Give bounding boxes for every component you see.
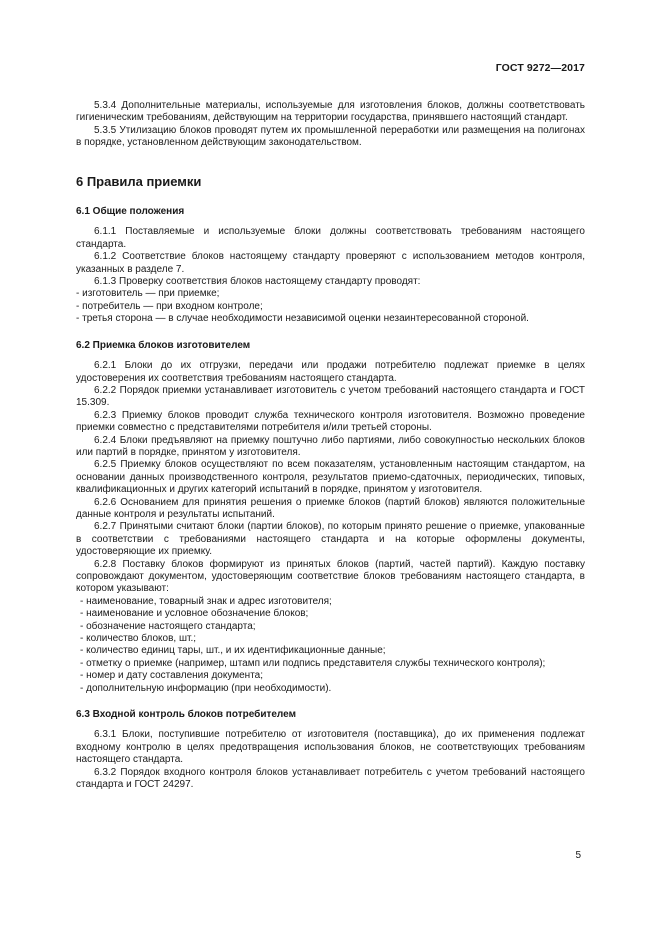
section-6-title: 6 Правила приемки <box>76 173 202 189</box>
paragraph-6-2-8: 6.2.8 Поставку блоков формируют из принятых блоков (партий, частей партий). Каждую поставку сопровождают документом, удостоверяющим соответствие блоков требованиям настоящего стандарта, в котором указывают: <box>76 558 585 595</box>
paragraph-6-1-2: 6.1.2 Соответствие блоков настоящему стандарту проверяют с использованием методов контроля, указанных в разделе 7. <box>76 251 585 275</box>
list-item: - количество единиц тары, шт., и их идентификационные данные; <box>80 645 386 657</box>
paragraph-6-1-1: 6.1.1 Поставляемые и используемые блоки должны соответствовать требованиям настоящего стандарта. <box>76 226 585 250</box>
list-item: - наименование, товарный знак и адрес изготовителя; <box>80 595 332 607</box>
list-item: - дополнительную информацию (при необходимости). <box>80 682 332 694</box>
subsection-6-1-title: 6.1 Общие положения <box>76 206 185 218</box>
list-item: - потребитель — при входном контроле; <box>76 300 263 312</box>
paragraph-6-2-1: 6.2.1 Блоки до их отгрузки, передачи или продажи потребителю подлежат приемке в целях удостоверения их соответствия требованиям настоящего стандарта. <box>76 360 585 384</box>
subsection-6-3-title: 6.3 Входной контроль блоков потребителем <box>76 709 296 721</box>
standard-code-header: ГОСТ 9272—2017 <box>495 62 585 74</box>
paragraph-6-3-2: 6.3.2 Порядок входного контроля блоков устанавливает потребитель с учетом требований настоящего стандарта и ГОСТ 24297. <box>76 766 585 791</box>
paragraph-6-3-1: 6.3.1 Блоки, поступившие потребителю от изготовителя (поставщика), до их применения подлежат входному контролю в целях предотвращения использования блоков, не соответствующих требованиям настоящего стандарта. <box>76 729 585 766</box>
paragraph-5-3-5: 5.3.5 Утилизацию блоков проводят путем их промышленной переработки или размещения на полигонах в порядке, установленном действующим законодательством. <box>76 124 585 149</box>
page-number: 5 <box>575 850 581 861</box>
paragraph-6-2-7: 6.2.7 Принятыми считают блоки (партии блоков), по которым принято решение о приемке, упакованные в соответствии с требованиями настоящего стандарта и на которые оформлены документы, удостоверяющие их приемку. <box>76 521 585 558</box>
subsection-6-2-title: 6.2 Приемка блоков изготовителем <box>76 339 251 351</box>
list-item: - количество блоков, шт.; <box>80 633 197 645</box>
paragraph-6-1-3: 6.1.3 Проверку соответствия блоков настоящему стандарту проводят: <box>94 276 421 288</box>
paragraph-6-2-6: 6.2.6 Основанием для принятия решения о приемке блоков (партий блоков) являются положительные данные контроля и результаты испытаний. <box>76 496 585 520</box>
document-body <box>76 100 585 792</box>
list-item: - изготовитель — при приемке; <box>76 288 220 300</box>
list-item: - обозначение настоящего стандарта; <box>80 620 256 632</box>
list-item: - третья сторона — в случае необходимости независимой оценки незаинтересованной стороной. <box>76 313 529 325</box>
paragraph-5-3-4: 5.3.4 Дополнительные материалы, используемые для изготовления блоков, должны соответствовать гигиеническим требованиям, действующим на территории государства, принявшего настоящий стандарт. <box>76 100 585 124</box>
list-item: - отметку о приемке (например, штамп или подпись представителя службы технического контроля); <box>80 657 546 669</box>
paragraph-6-2-2: 6.2.2 Порядок приемки устанавливает изготовитель с учетом требований настоящего стандарта и ГОСТ 15.309. <box>76 384 585 409</box>
paragraph-6-2-4: 6.2.4 Блоки предъявляют на приемку поштучно либо партиями, либо совокупностью нескольких блоков или партий в порядке, принятом у изготовителя. <box>76 434 585 458</box>
paragraph-6-2-3: 6.2.3 Приемку блоков проводит служба технического контроля изготовителя. Возможно проведение приемки совместно с представителями потребителя и/или третьей стороны. <box>76 409 585 434</box>
list-item: - номер и дату составления документа; <box>80 670 264 682</box>
paragraph-6-2-5: 6.2.5 Приемку блоков осуществляют по всем показателям, установленным настоящим стандартом, на основании данных производственного контроля, результатов приемо-сдаточных, периодических, типовых, квалификационных и других категорий испытаний в порядке, принятом у изготовителя. <box>76 459 585 496</box>
list-item: - наименование и условное обозначение блоков; <box>80 608 309 620</box>
